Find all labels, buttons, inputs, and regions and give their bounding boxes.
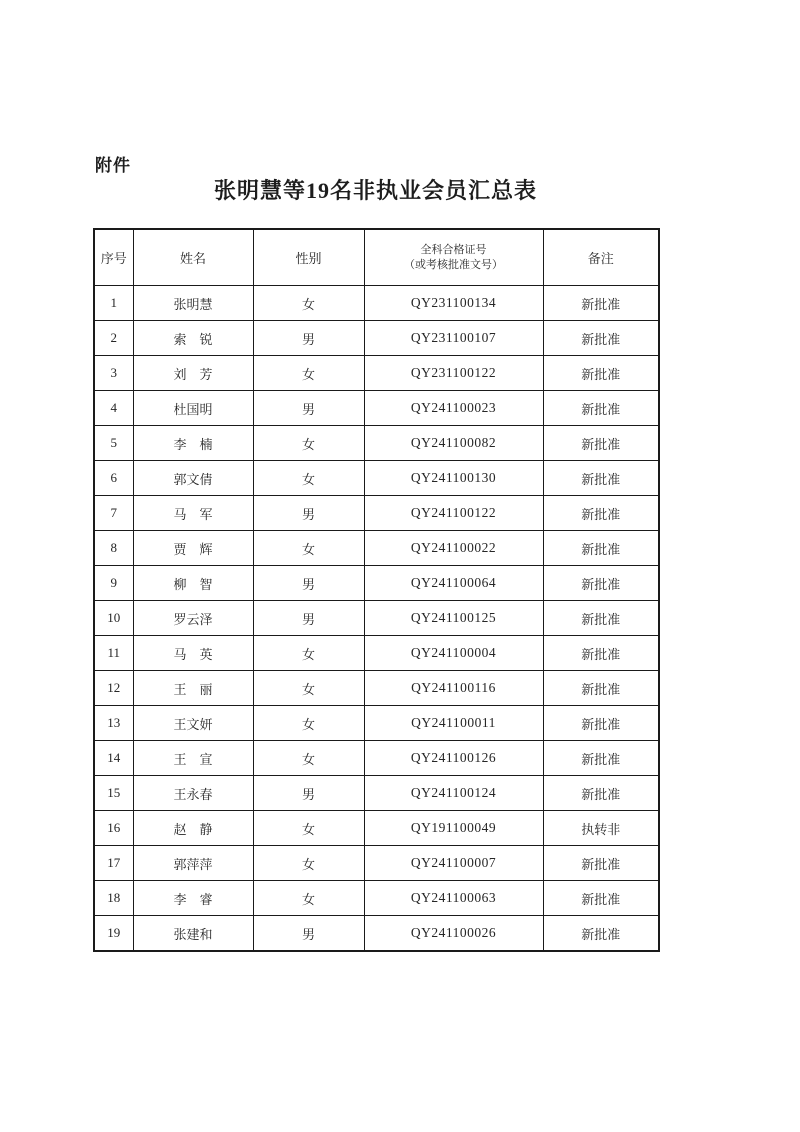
cell-remark: 新批准 xyxy=(543,321,659,356)
header-index: 序号 xyxy=(94,229,133,286)
cell-index: 13 xyxy=(94,706,133,741)
cell-remark: 新批准 xyxy=(543,846,659,881)
cell-name: 郭文倩 xyxy=(133,461,253,496)
cell-name: 李 楠 xyxy=(133,426,253,461)
attachment-label: 附件 xyxy=(95,156,131,175)
cell-index: 11 xyxy=(94,636,133,671)
table-row xyxy=(94,426,659,461)
cell-remark: 新批准 xyxy=(543,636,659,671)
cell-remark: 新批准 xyxy=(543,916,659,952)
cell-certificate: QY241100026 xyxy=(364,916,543,952)
cell-remark: 新批准 xyxy=(543,566,659,601)
cell-certificate: QY241100082 xyxy=(364,426,543,461)
cell-index: 19 xyxy=(94,916,133,952)
cell-certificate: QY231100122 xyxy=(364,356,543,391)
cell-name: 李 睿 xyxy=(133,881,253,916)
cell-name: 杜国明 xyxy=(133,391,253,426)
cell-gender: 女 xyxy=(253,846,364,881)
cell-remark: 新批准 xyxy=(543,741,659,776)
cell-certificate: QY241100022 xyxy=(364,531,543,566)
table-row xyxy=(94,776,659,811)
table-row xyxy=(94,531,659,566)
cell-name: 赵 静 xyxy=(133,811,253,846)
cell-remark: 新批准 xyxy=(543,881,659,916)
cell-certificate: QY241100007 xyxy=(364,846,543,881)
cell-gender: 女 xyxy=(253,636,364,671)
cell-name: 马 英 xyxy=(133,636,253,671)
cell-index: 17 xyxy=(94,846,133,881)
cell-name: 郭萍萍 xyxy=(133,846,253,881)
cell-name: 罗云泽 xyxy=(133,601,253,636)
cell-index: 14 xyxy=(94,741,133,776)
header-gender: 性别 xyxy=(253,229,364,286)
table-row xyxy=(94,811,659,846)
cell-certificate: QY241100122 xyxy=(364,496,543,531)
cell-name: 马 军 xyxy=(133,496,253,531)
table-row xyxy=(94,636,659,671)
table-row xyxy=(94,321,659,356)
cell-index: 12 xyxy=(94,671,133,706)
cell-certificate: QY241100023 xyxy=(364,391,543,426)
cell-index: 15 xyxy=(94,776,133,811)
header-certificate-line2: （或考核批准文号） xyxy=(404,258,503,271)
cell-name: 王 宣 xyxy=(133,741,253,776)
cell-remark: 新批准 xyxy=(543,531,659,566)
cell-certificate: QY241100064 xyxy=(364,566,543,601)
page-title: 张明慧等19名非执业会员汇总表 xyxy=(213,178,537,203)
table-row xyxy=(94,391,659,426)
cell-remark: 执转非 xyxy=(543,811,659,846)
table-row xyxy=(94,601,659,636)
cell-index: 5 xyxy=(94,426,133,461)
cell-gender: 女 xyxy=(253,531,364,566)
cell-index: 9 xyxy=(94,566,133,601)
cell-gender: 男 xyxy=(253,321,364,356)
cell-name: 张建和 xyxy=(133,916,253,952)
table-row xyxy=(94,286,659,321)
table-row xyxy=(94,916,659,952)
header-certificate-line1: 全科合格证号 xyxy=(420,243,487,256)
cell-certificate: QY241100063 xyxy=(364,881,543,916)
cell-name: 贾 辉 xyxy=(133,531,253,566)
cell-gender: 女 xyxy=(253,811,364,846)
cell-remark: 新批准 xyxy=(543,671,659,706)
cell-index: 6 xyxy=(94,461,133,496)
cell-certificate: QY191100049 xyxy=(364,811,543,846)
cell-gender: 女 xyxy=(253,356,364,391)
cell-gender: 女 xyxy=(253,706,364,741)
cell-gender: 女 xyxy=(253,671,364,706)
cell-name: 张明慧 xyxy=(133,286,253,321)
cell-name: 索 锐 xyxy=(133,321,253,356)
table-row xyxy=(94,566,659,601)
table-header-row xyxy=(94,229,659,286)
table-row xyxy=(94,846,659,881)
cell-index: 1 xyxy=(94,286,133,321)
cell-certificate: QY241100011 xyxy=(364,706,543,741)
table-row xyxy=(94,741,659,776)
cell-gender: 女 xyxy=(253,881,364,916)
cell-gender: 女 xyxy=(253,461,364,496)
cell-certificate: QY231100107 xyxy=(364,321,543,356)
cell-remark: 新批准 xyxy=(543,461,659,496)
cell-index: 7 xyxy=(94,496,133,531)
table-row xyxy=(94,496,659,531)
header-certificate xyxy=(364,229,543,286)
cell-gender: 男 xyxy=(253,566,364,601)
member-summary-table xyxy=(93,228,660,952)
cell-remark: 新批准 xyxy=(543,356,659,391)
table-row xyxy=(94,356,659,391)
header-remark: 备注 xyxy=(543,229,659,286)
cell-index: 18 xyxy=(94,881,133,916)
cell-certificate: QY241100126 xyxy=(364,741,543,776)
cell-name: 王文妍 xyxy=(133,706,253,741)
cell-remark: 新批准 xyxy=(543,426,659,461)
cell-gender: 男 xyxy=(253,601,364,636)
cell-gender: 男 xyxy=(253,391,364,426)
cell-gender: 女 xyxy=(253,741,364,776)
cell-name: 王永春 xyxy=(133,776,253,811)
cell-index: 8 xyxy=(94,531,133,566)
cell-certificate: QY241100116 xyxy=(364,671,543,706)
table-row xyxy=(94,881,659,916)
cell-certificate: QY241100125 xyxy=(364,601,543,636)
cell-certificate: QY241100004 xyxy=(364,636,543,671)
cell-certificate: QY231100134 xyxy=(364,286,543,321)
cell-name: 柳 智 xyxy=(133,566,253,601)
cell-gender: 女 xyxy=(253,426,364,461)
table-row xyxy=(94,461,659,496)
table-body xyxy=(94,286,659,952)
cell-remark: 新批准 xyxy=(543,391,659,426)
cell-index: 2 xyxy=(94,321,133,356)
cell-index: 4 xyxy=(94,391,133,426)
cell-index: 16 xyxy=(94,811,133,846)
cell-name: 刘 芳 xyxy=(133,356,253,391)
cell-gender: 女 xyxy=(253,286,364,321)
cell-certificate: QY241100130 xyxy=(364,461,543,496)
cell-certificate: QY241100124 xyxy=(364,776,543,811)
cell-index: 10 xyxy=(94,601,133,636)
cell-remark: 新批准 xyxy=(543,286,659,321)
table-row xyxy=(94,671,659,706)
cell-index: 3 xyxy=(94,356,133,391)
cell-gender: 男 xyxy=(253,916,364,952)
cell-name: 王 丽 xyxy=(133,671,253,706)
cell-remark: 新批准 xyxy=(543,601,659,636)
cell-remark: 新批准 xyxy=(543,706,659,741)
cell-remark: 新批准 xyxy=(543,776,659,811)
header-name: 姓名 xyxy=(133,229,253,286)
table-row xyxy=(94,706,659,741)
cell-gender: 男 xyxy=(253,496,364,531)
cell-gender: 男 xyxy=(253,776,364,811)
cell-remark: 新批准 xyxy=(543,496,659,531)
